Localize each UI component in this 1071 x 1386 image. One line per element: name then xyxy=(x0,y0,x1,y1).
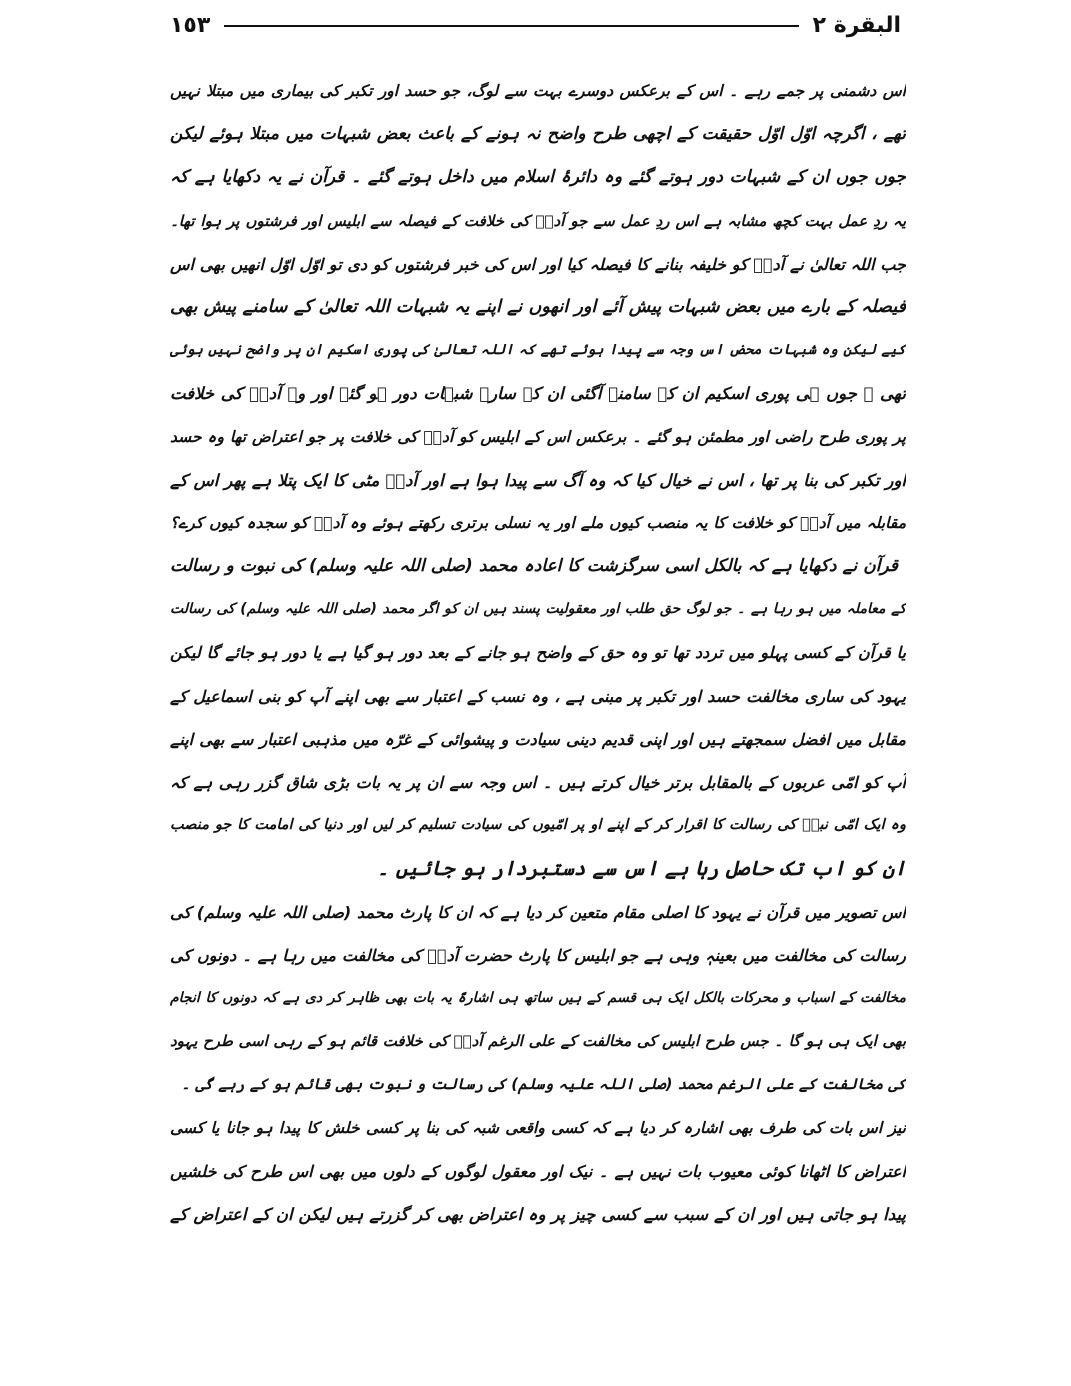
text-line: فیصلہ کے بارے میں بعض شبہات پیش آئے اور انھوں نے اپنے یہ شبہات اللہ تعالیٰ کے سامنے پیش بھی xyxy=(170,296,906,317)
text-line: یا قرآن کے کسی پہلو میں تردد تھا تو وہ حق کے واضح ہو جانے کے بعد دور ہو گیا ہے یا دور ہو جائے گا لیکن xyxy=(170,643,906,663)
text-line: اس دشمنی پر جمے رہے ۔ اس کے برعکس دوسرے بہت سے لوگ، جو حسد اور تکبر کی بیماری میں مبتلا نہیں xyxy=(170,82,906,100)
text-line: بھی ایک ہی ہو گا ۔ جس طرح ابلیس کی مخالفت کے علی الرغم آدمؑ کی خلافت قائم ہو کے رہی اسی طرح یہود xyxy=(170,1032,906,1051)
text-line: مقابلہ میں آدمؑ کو خلافت کا یہ منصب کیوں ملے اور یہ نسلی برتری رکھتے ہوئے وہ آدمؑ کو سجدہ کیوں کرے؟ xyxy=(170,513,906,532)
text-line: کے معاملہ میں ہو رہا ہے ۔ جو لوگ حق طلب اور معقولیت پسند ہیں ان کو اگر محمد (صلی اللہ علیہ وسلم) کی رسالت xyxy=(170,601,906,618)
header-rule xyxy=(224,25,798,27)
text-line: قرآن نے دکھایا ہے کہ بالکل اسی سرگزشت کا اعادہ محمد (صلی اللہ علیہ وسلم) کی نبوت و رسالت xyxy=(170,556,898,577)
text-line: آپ کو امّی عربوں کے بالمقابل برتر خیال کرتے ہیں ۔ اس وجہ سے ان پر یہ بات بڑی شاق گزر رہی ہے کہ xyxy=(170,773,906,792)
text-line: جب اللہ تعالیٰ نے آدمؑ کو خلیفہ بنانے کا فیصلہ کیا اور اس کی خبر فرشتوں کو دی تو اوّل اوّل انھیں بھی اس xyxy=(170,254,906,274)
text-line: اور تکبر کی بنا پر تھا ، اس نے خیال کیا کہ وہ آگ سے پیدا ہوا ہے اور آدمؑ مٹی کا ایک پتلا ہے پھر اس کے xyxy=(170,470,906,490)
text-line: کی مخالفت کے علی الرغم محمد (صلی اللہ علیہ وسلم) کی رسالت و نبوت بھی قائم ہو کے رہے گی ۔ xyxy=(181,1075,906,1094)
text-line: پر پوری طرح راضی اور مطمئن ہو گئے ۔ برعکس اس کے ابلیس کو آدمؑ کی خلافت پر جو اعتراض تھا وہ حسد xyxy=(170,427,906,446)
text-line: یہود کی ساری مخالفت حسد اور تکبر پر مبنی ہے ، وہ نسب کے اعتبار سے بھی اپنے آپ کو بنی اسماعیل کے xyxy=(170,686,906,706)
text-line: پیدا ہو جاتی ہیں اور ان کے سبب سے کسی چیز پر وہ اعتراض بھی کر گزرتے ہیں لیکن ان کے اعتراض کے xyxy=(170,1204,906,1224)
text-line: رسالت کی مخالفت میں بعینہٖ وہی ہے جو ابلیس کا پارٹ حضرت آدمؑ کی مخالفت میں رہا ہے ۔ دونوں کی xyxy=(170,945,906,965)
text-line: تھی ۔ جوں ہی پوری اسکیم ان کے سامنے آگئی ان کے سارے شبہات دور ہو گئے اور وہ آدمؑ کی خلافت xyxy=(170,384,906,404)
text-line: اعتراض کا اٹھانا کوئی معیوب بات نہیں ہے ۔ نیک اور معقول لوگوں کے دلوں میں بھی اس طرح کی خلشیں xyxy=(170,1161,906,1181)
text-line: نیز اس بات کی طرف بھی اشارہ کر دیا ہے کہ کسی واقعی شبہ کی بنا پر کسی خلش کا پیدا ہو جانا یا کسی xyxy=(170,1118,906,1137)
text-line: کیے لیکن وہ شبہات محض اس وجہ سے پیدا ہوئے تھے کہ اللہ تعالیٰ کی پوری اسکیم ان پر واضح نہیں ہوئی xyxy=(170,342,906,359)
text-line: یہ ردِ عمل بہت کچھ مشابہ ہے اس ردِ عمل سے جو آدمؑ کی خلافت کے فیصلہ سے ابلیس اور فرشتوں پر ہوا تھا۔ xyxy=(170,211,906,230)
text-line: جوں جوں ان کے شبہات دور ہوتے گئے وہ دائرۂ اسلام میں داخل ہوتے گئے ۔ قرآن نے یہ دکھایا ہے کہ xyxy=(170,167,906,188)
surah-title: البقرة ٢ xyxy=(812,12,901,38)
text-line: مقابل میں افضل سمجھتے ہیں اور اپنی قدیم دینی سیادت و پیشوائی کے غرّہ میں مذہبی اعتبار سے بھی اپنے xyxy=(170,729,906,749)
text-line: تھے ، اگرچہ اوّل اوّل حقیقت کے اچھی طرح واضح نہ ہونے کے باعث بعض شبہات میں مبتلا ہوئے لیکن xyxy=(170,124,906,145)
text-line: مخالفت کے اسباب و محرکات بالکل ایک ہی قسم کے ہیں ساتھ ہی اشارۃً یہ بات بھی ظاہر کر دی ہے کہ دونوں کا انجام xyxy=(170,989,906,1006)
text-line: ان کو اب تک حاصل رہا ہے اس سے دستبردار ہو جائیں ۔ xyxy=(377,856,906,881)
page-body xyxy=(170,70,906,1236)
text-line: وہ ایک امّی نبیؐ کی رسالت کا اقرار کر کے اپنے او پر امّیوں کی سیادت تسلیم کر لیں اور دنیا کی امامت کا جو منصب xyxy=(170,817,906,834)
text-line: اس تصویر میں قرآن نے یہود کا اصلی مقام متعین کر دیا ہے کہ ان کا پارٹ محمد (صلی اللہ علیہ وسلم) کی xyxy=(170,902,906,922)
page-number: ١٥٣ xyxy=(170,12,211,38)
page-header xyxy=(170,6,901,44)
